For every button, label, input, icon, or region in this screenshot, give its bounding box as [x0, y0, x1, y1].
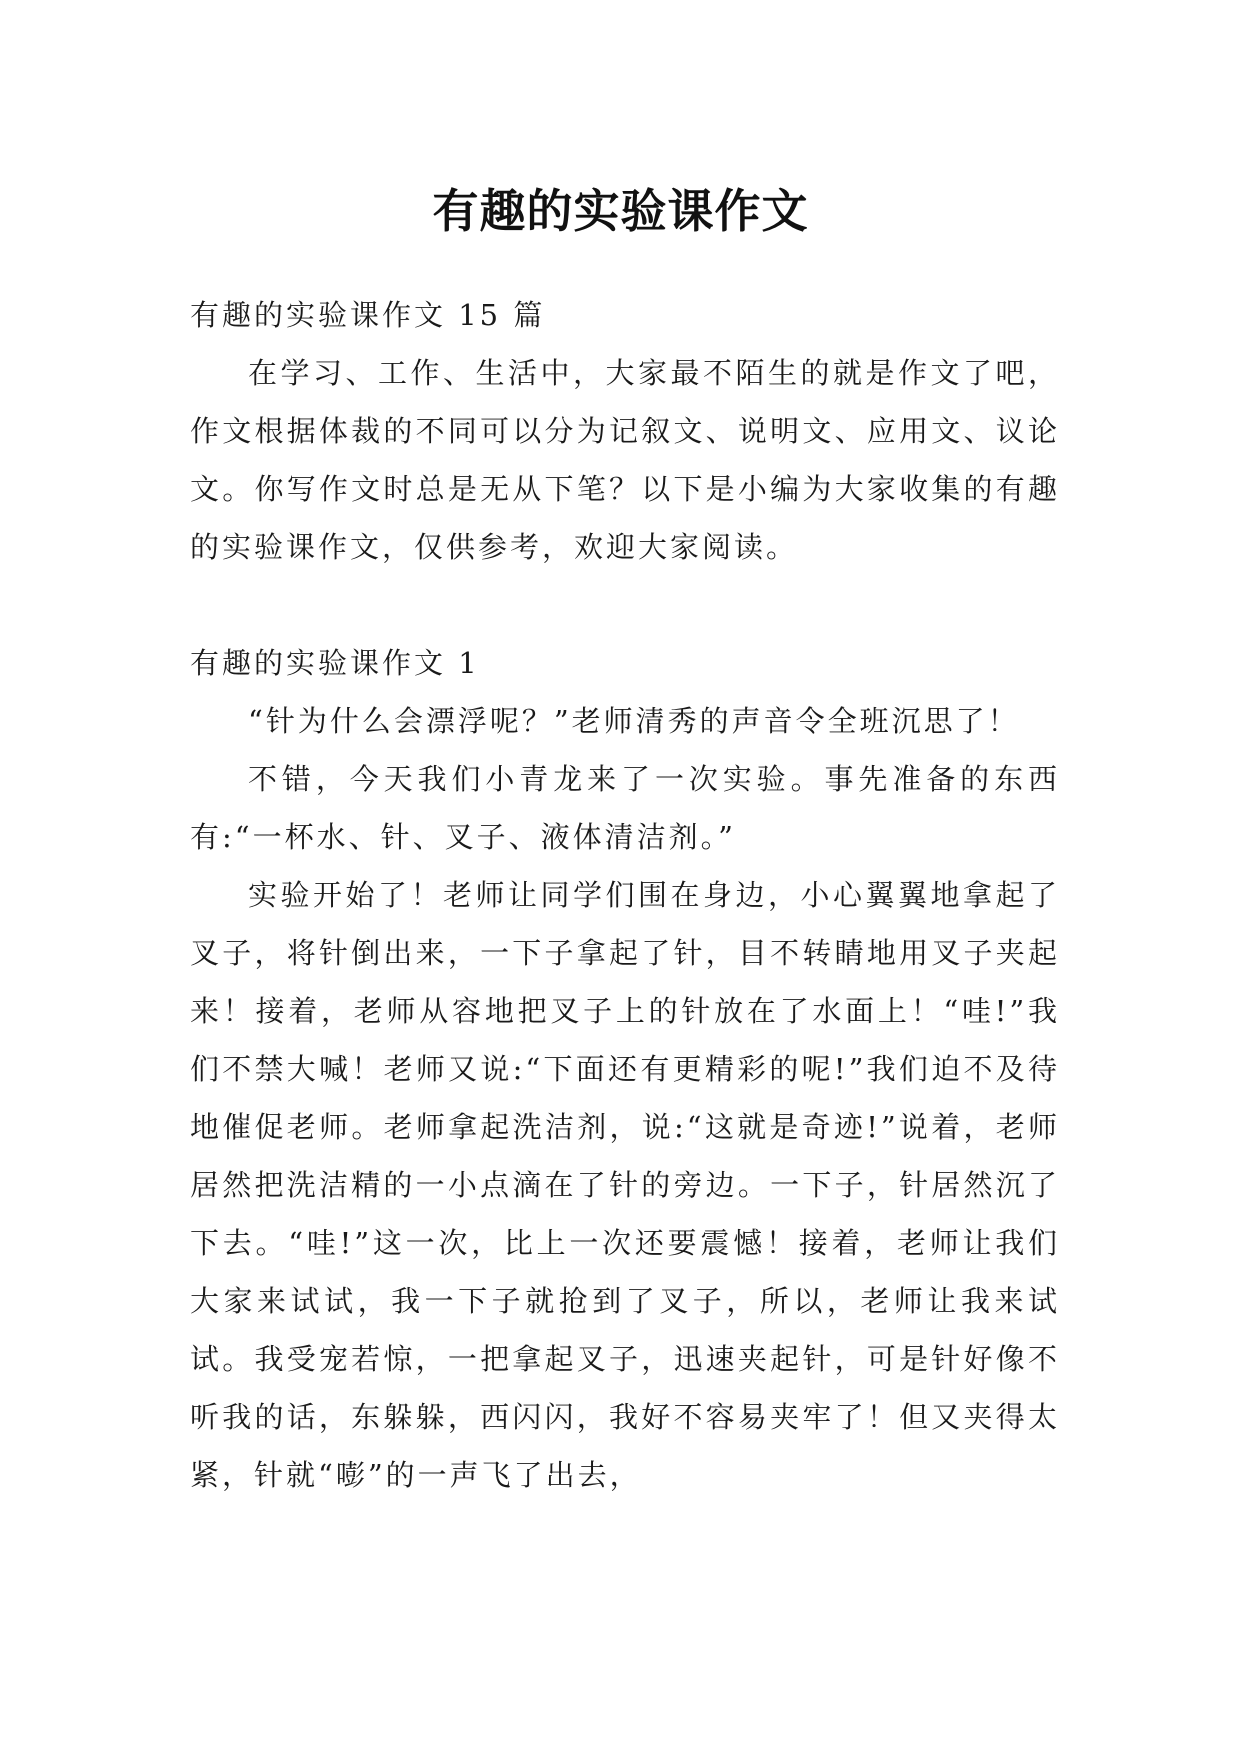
section-spacer	[190, 576, 1060, 634]
section-heading: 有趣的实验课作文 1	[190, 646, 480, 680]
intro-paragraph: 在学习、工作、生活中，大家最不陌生的就是作文了吧，作文根据体裁的不同可以分为记叙文、说明文、应用文、议论文。你写作文时总是无从下笔？以下是小编为大家收集的有趣的实验课作文，仅供参考，欢迎大家阅读。	[190, 356, 1060, 564]
body-paragraph: 不错，今天我们小青龙来了一次实验。事先准备的东西有:“一杯水、针、叉子、液体清洁剂。”	[190, 762, 1060, 854]
body-paragraph: 实验开始了！老师让同学们围在身边，小心翼翼地拿起了叉子，将针倒出来，一下子拿起了针，目不转睛地用叉子夹起来！接着，老师从容地把叉子上的针放在了水面上！“哇!”我们不禁大喊！老师又说:“下面还有更精彩的呢!”我们迫不及待地催促老师。老师拿起洗洁剂，说:“这就是奇迹!”说着，老师居然把洗洁精的一小点滴在了针的旁边。一下子，针居然沉了下去。“哇!”这一次，比上一次还要震憾！接着，老师让我们大家来试试，我一下子就抢到了叉子，所以，老师让我来试试。我受宠若惊，一把拿起叉子，迅速夹起针，可是针好像不听我的话，东躲躲，西闪闪，我好不容易夹牢了！但又夹得太紧，针就“嘭”的一声飞了出去，	[190, 878, 1060, 1492]
body-paragraph: “针为什么会漂浮呢？”老师清秀的声音令全班沉思了！	[248, 704, 1020, 738]
page-title: 有趣的实验课作文	[432, 183, 809, 238]
subtitle: 有趣的实验课作文 15 篇	[190, 298, 546, 332]
document-body	[190, 286, 1060, 1504]
